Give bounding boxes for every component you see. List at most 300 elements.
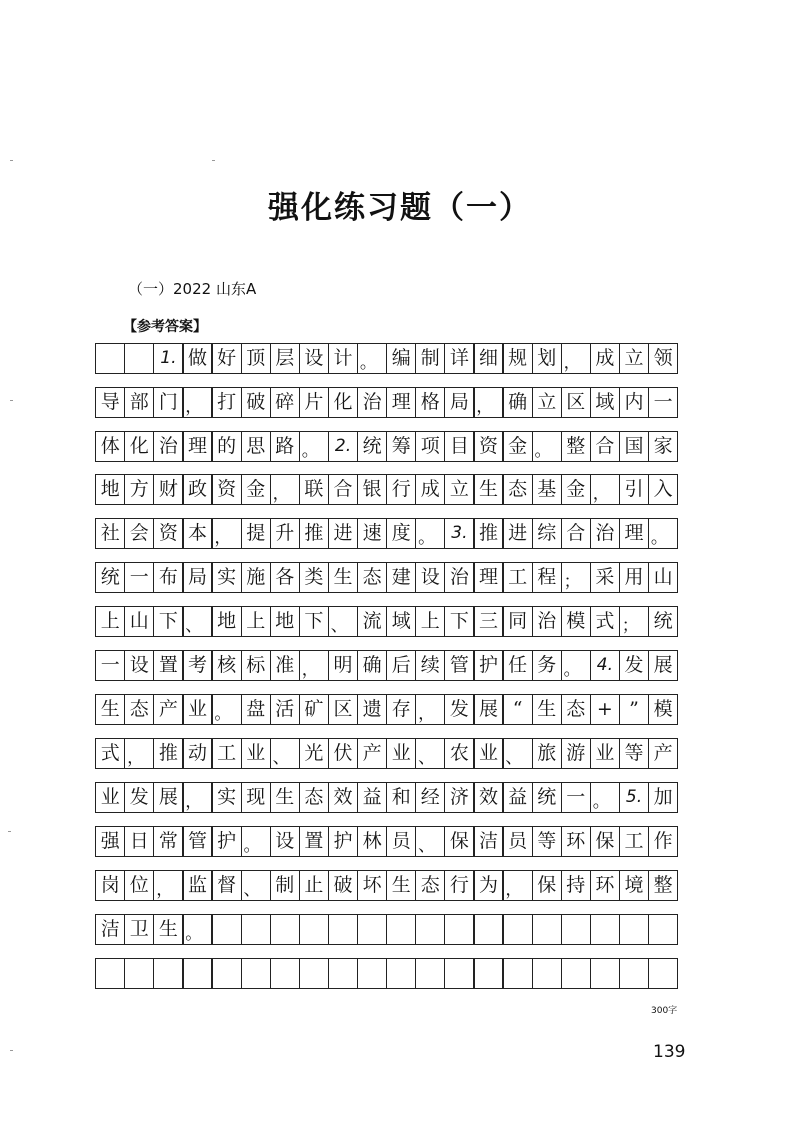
grid-cell-empty [328,914,358,945]
grid-cell: 统 [357,431,387,462]
grid-cell: 光 [299,738,329,769]
grid-cell: 卫 [124,914,154,945]
grid-cell: 域 [386,606,416,637]
grid-cell: 详 [444,343,474,374]
page-number: 139 [653,1042,686,1062]
grid-cell: 思 [241,431,271,462]
grid-cell: 设 [415,562,445,593]
grid-cell-empty [561,914,591,945]
grid-cell: 治 [444,562,474,593]
grid-cell: 化 [124,431,154,462]
grid-cell: 保 [590,826,620,857]
grid-cell: 态 [299,782,329,813]
grid-cell: 推 [153,738,183,769]
grid-cell: 治 [590,518,620,549]
grid-cell: 度 [386,518,416,549]
grid-cell: 上 [415,606,445,637]
grid-cell: 路 [270,431,300,462]
grid-cell: 发 [619,650,649,681]
grid-cell: 确 [502,387,532,418]
grid-cell: ” [619,694,649,725]
grid-cell: 续 [415,650,445,681]
grid-cell-empty [415,914,445,945]
grid-cell: 一 [124,562,154,593]
grid-cell: 立 [619,343,649,374]
grid-cell: 岗 [95,870,125,901]
grid-cell: 部 [124,387,154,418]
grid-cell: 洁 [473,826,503,857]
grid-cell: 合 [328,474,358,505]
grid-cell: 理 [619,518,649,549]
grid-cell: 政 [182,474,212,505]
grid-cell: 林 [357,826,387,857]
grid-cell: 设 [124,650,154,681]
grid-cell: 银 [357,474,387,505]
grid-cell: 化 [328,387,358,418]
grid-cell: 编 [386,343,416,374]
grid-cell: 家 [648,431,678,462]
grid-cell: 任 [502,650,532,681]
grid-cell: 加 [648,782,678,813]
grid-cell: 盘 [241,694,271,725]
grid-cell-empty [270,958,300,989]
grid-cell: 式 [95,738,125,769]
grid-cell: + [590,694,620,725]
grid-cell: 4. [590,650,620,681]
grid-cell: 效 [473,782,503,813]
grid-cell: 统 [532,782,562,813]
grid-cell-empty [648,958,678,989]
grid-cell: 效 [328,782,358,813]
grid-cell: 、 [182,606,212,637]
grid-cell: 布 [153,562,183,593]
grid-cell: 划 [532,343,562,374]
grid-cell: 游 [561,738,591,769]
grid-cell: 国 [619,431,649,462]
grid-cell: ， [299,650,329,681]
grid-cell: 一 [95,650,125,681]
grid-cell: 明 [328,650,358,681]
grid-cell: 层 [270,343,300,374]
grid-cell: 施 [241,562,271,593]
grid-cell: 环 [561,826,591,857]
grid-cell: 护 [328,826,358,857]
grid-cell: ， [473,387,503,418]
grid-cell: 规 [502,343,532,374]
grid-cell: 工 [619,826,649,857]
grid-cell: 模 [648,694,678,725]
grid-cell: ， [153,870,183,901]
grid-cell-empty [241,914,271,945]
grid-cell: 工 [211,738,241,769]
grid-cell: 本 [182,518,212,549]
grid-cell-empty [473,914,503,945]
grid-cell: 片 [299,387,329,418]
grid-cell: 生 [270,782,300,813]
grid-cell: 、 [415,738,445,769]
grid-cell: 体 [95,431,125,462]
grid-cell: 项 [415,431,445,462]
grid-cell: 局 [444,387,474,418]
grid-cell: 立 [444,474,474,505]
grid-cell-empty [182,958,212,989]
grid-cell: 展 [648,650,678,681]
grid-cell: 山 [124,606,154,637]
grid-cell-empty [415,958,445,989]
section-heading: （一）2022 山东A [128,280,257,298]
word-count-label: 300字 [651,1006,678,1016]
grid-cell: 地 [211,606,241,637]
grid-cell: 态 [502,474,532,505]
grid-cell: 采 [590,562,620,593]
grid-cell: 成 [590,343,620,374]
grid-cell: 益 [502,782,532,813]
grid-cell: 财 [153,474,183,505]
grid-cell: 2. [328,431,358,462]
grid-cell: 区 [561,387,591,418]
grid-cell: 推 [473,518,503,549]
grid-cell: 护 [473,650,503,681]
grid-cell: ， [561,343,591,374]
grid-cell-empty [619,914,649,945]
grid-cell: 引 [619,474,649,505]
grid-cell-empty [444,958,474,989]
grid-cell: 整 [561,431,591,462]
grid-cell: 进 [502,518,532,549]
grid-cell: 行 [386,474,416,505]
grid-cell: 业 [241,738,271,769]
grid-cell: 格 [415,387,445,418]
grid-cell: 督 [211,870,241,901]
grid-cell: 各 [270,562,300,593]
grid-cell: 合 [561,518,591,549]
grid-cell-empty [299,958,329,989]
grid-cell: 现 [241,782,271,813]
grid-cell: ； [619,606,649,637]
grid-cell: 。 [648,518,678,549]
grid-cell: 治 [153,431,183,462]
grid-cell-empty [211,914,241,945]
grid-cell-empty [444,914,474,945]
grid-cell: 后 [386,650,416,681]
grid-cell: 。 [590,782,620,813]
grid-cell: 展 [153,782,183,813]
grid-cell: ， [590,474,620,505]
grid-cell: 伏 [328,738,358,769]
grid-cell: 下 [153,606,183,637]
scan-speck [10,160,13,161]
grid-cell-empty [328,958,358,989]
grid-cell: 类 [299,562,329,593]
grid-cell: 动 [182,738,212,769]
grid-cell: 速 [357,518,387,549]
grid-cell: 保 [444,826,474,857]
scan-speck [10,400,13,401]
scan-speck [8,831,11,832]
grid-cell: 生 [473,474,503,505]
grid-cell: 止 [299,870,329,901]
grid-cell: 社 [95,518,125,549]
grid-cell: 推 [299,518,329,549]
grid-cell: 。 [415,518,445,549]
grid-cell: 益 [357,782,387,813]
grid-cell: 农 [444,738,474,769]
grid-cell-empty [532,958,562,989]
grid-cell: 流 [357,606,387,637]
grid-cell: 5. [619,782,649,813]
grid-cell: 日 [124,826,154,857]
grid-cell: 地 [95,474,125,505]
grid-cell: 打 [211,387,241,418]
grid-cell: 统 [648,606,678,637]
scan-speck [10,1050,13,1051]
grid-cell: 区 [328,694,358,725]
grid-cell: 1. [153,343,183,374]
grid-cell: 旅 [532,738,562,769]
grid-cell: 、 [328,606,358,637]
grid-cell: 建 [386,562,416,593]
grid-cell: 设 [299,343,329,374]
grid-cell: 3. [444,518,474,549]
grid-cell-empty [95,343,125,374]
grid-cell: 、 [270,738,300,769]
grid-cell: 态 [415,870,445,901]
grid-cell: “ [502,694,532,725]
grid-cell: 为 [473,870,503,901]
grid-cell: 治 [532,606,562,637]
grid-cell: 保 [532,870,562,901]
grid-cell-empty [357,958,387,989]
grid-cell: 上 [95,606,125,637]
grid-cell: 破 [328,870,358,901]
grid-cell: 用 [619,562,649,593]
grid-cell: 制 [415,343,445,374]
grid-cell: 矿 [299,694,329,725]
grid-cell: 基 [532,474,562,505]
grid-cell: 。 [241,826,271,857]
grid-cell: 资 [211,474,241,505]
grid-cell: 一 [561,782,591,813]
grid-cell: 经 [415,782,445,813]
grid-cell-empty [619,958,649,989]
grid-cell: 上 [241,606,271,637]
grid-cell: 。 [561,650,591,681]
grid-cell: 等 [532,826,562,857]
grid-cell: ， [415,694,445,725]
grid-cell: 实 [211,562,241,593]
grid-cell: 态 [561,694,591,725]
grid-cell: 会 [124,518,154,549]
grid-cell: 生 [328,562,358,593]
grid-cell: 成 [415,474,445,505]
grid-cell: ， [211,518,241,549]
grid-cell: 好 [211,343,241,374]
grid-cell-empty [211,958,241,989]
grid-cell: 遗 [357,694,387,725]
grid-cell: 制 [270,870,300,901]
grid-cell: 境 [619,870,649,901]
grid-cell: ， [182,387,212,418]
grid-cell: 持 [561,870,591,901]
grid-cell: 生 [95,694,125,725]
grid-cell: 整 [648,870,678,901]
grid-cell-empty [386,958,416,989]
grid-cell-empty [502,914,532,945]
grid-cell: 治 [357,387,387,418]
grid-cell-empty [95,958,125,989]
grid-cell: 内 [619,387,649,418]
grid-cell: 实 [211,782,241,813]
grid-cell: 监 [182,870,212,901]
grid-cell: 核 [211,650,241,681]
answer-label: 【参考答案】 [123,319,207,335]
grid-cell: ， [124,738,154,769]
grid-cell: 式 [590,606,620,637]
grid-cell: 、 [415,826,445,857]
grid-cell: ， [182,782,212,813]
grid-cell: 和 [386,782,416,813]
grid-cell: ， [270,474,300,505]
grid-cell-empty [241,958,271,989]
grid-cell: 发 [124,782,154,813]
grid-cell: 业 [182,694,212,725]
grid-cell-empty [561,958,591,989]
grid-cell-empty [502,958,532,989]
grid-cell: 破 [241,387,271,418]
grid-cell: 领 [648,343,678,374]
grid-cell-empty [386,914,416,945]
grid-cell: 态 [124,694,154,725]
grid-cell: 立 [532,387,562,418]
grid-cell: 务 [532,650,562,681]
grid-cell: 山 [648,562,678,593]
grid-cell: 方 [124,474,154,505]
grid-cell: 业 [95,782,125,813]
grid-cell-empty [299,914,329,945]
grid-cell: 筹 [386,431,416,462]
grid-cell: 。 [211,694,241,725]
grid-cell: 提 [241,518,271,549]
grid-cell: 置 [299,826,329,857]
grid-cell: 态 [357,562,387,593]
grid-cell: 统 [95,562,125,593]
grid-cell: 业 [590,738,620,769]
grid-cell: 理 [473,562,503,593]
grid-cell: 存 [386,694,416,725]
grid-cell: 作 [648,826,678,857]
grid-cell: 门 [153,387,183,418]
grid-cell: 强 [95,826,125,857]
grid-cell-empty [590,958,620,989]
grid-cell: 管 [182,826,212,857]
grid-cell: 顶 [241,343,271,374]
grid-cell: 展 [473,694,503,725]
grid-cell: 下 [444,606,474,637]
grid-cell: 模 [561,606,591,637]
grid-cell: 一 [648,387,678,418]
scan-speck [212,160,215,161]
grid-cell: 考 [182,650,212,681]
grid-cell: 。 [182,914,212,945]
grid-cell-empty [124,958,154,989]
grid-cell: 坏 [357,870,387,901]
grid-cell-empty [473,958,503,989]
grid-cell: 细 [473,343,503,374]
grid-cell: 设 [270,826,300,857]
grid-cell: 生 [386,870,416,901]
grid-cell: 标 [241,650,271,681]
grid-cell: 生 [153,914,183,945]
grid-cell: 工 [502,562,532,593]
grid-cell: 业 [386,738,416,769]
grid-cell: 计 [328,343,358,374]
grid-cell: 。 [532,431,562,462]
grid-cell: 。 [357,343,387,374]
grid-cell: 做 [182,343,212,374]
grid-cell-empty [357,914,387,945]
grid-cell: 活 [270,694,300,725]
grid-cell: 综 [532,518,562,549]
grid-cell: 同 [502,606,532,637]
grid-cell: 的 [211,431,241,462]
grid-cell: 金 [561,474,591,505]
grid-cell: 目 [444,431,474,462]
grid-cell: 金 [241,474,271,505]
grid-cell: 业 [473,738,503,769]
grid-cell: 济 [444,782,474,813]
grid-cell: 域 [590,387,620,418]
page-title: 强化练习题（一） [268,190,532,226]
grid-cell: ， [502,870,532,901]
grid-cell-empty [270,914,300,945]
grid-cell: 资 [153,518,183,549]
grid-cell: ； [561,562,591,593]
grid-cell: 产 [648,738,678,769]
grid-cell: 合 [590,431,620,462]
grid-cell: 理 [182,431,212,462]
grid-cell: 局 [182,562,212,593]
grid-cell: 下 [299,606,329,637]
grid-cell: 资 [473,431,503,462]
grid-cell: 等 [619,738,649,769]
grid-cell: 产 [153,694,183,725]
grid-cell-empty [124,343,154,374]
grid-cell: 升 [270,518,300,549]
grid-cell: 、 [241,870,271,901]
grid-cell: 护 [211,826,241,857]
grid-cell: 。 [299,431,329,462]
grid-cell: 员 [502,826,532,857]
grid-cell-empty [153,958,183,989]
grid-cell: 进 [328,518,358,549]
grid-cell-empty [648,914,678,945]
grid-cell: 程 [532,562,562,593]
grid-cell: 洁 [95,914,125,945]
grid-cell: 员 [386,826,416,857]
grid-cell: 位 [124,870,154,901]
grid-cell: 导 [95,387,125,418]
grid-cell: 入 [648,474,678,505]
grid-cell: 地 [270,606,300,637]
grid-cell-empty [590,914,620,945]
grid-cell: 产 [357,738,387,769]
grid-cell: 准 [270,650,300,681]
grid-cell: 常 [153,826,183,857]
grid-cell: 理 [386,387,416,418]
grid-cell: 管 [444,650,474,681]
grid-cell: 置 [153,650,183,681]
grid-cell: 碎 [270,387,300,418]
